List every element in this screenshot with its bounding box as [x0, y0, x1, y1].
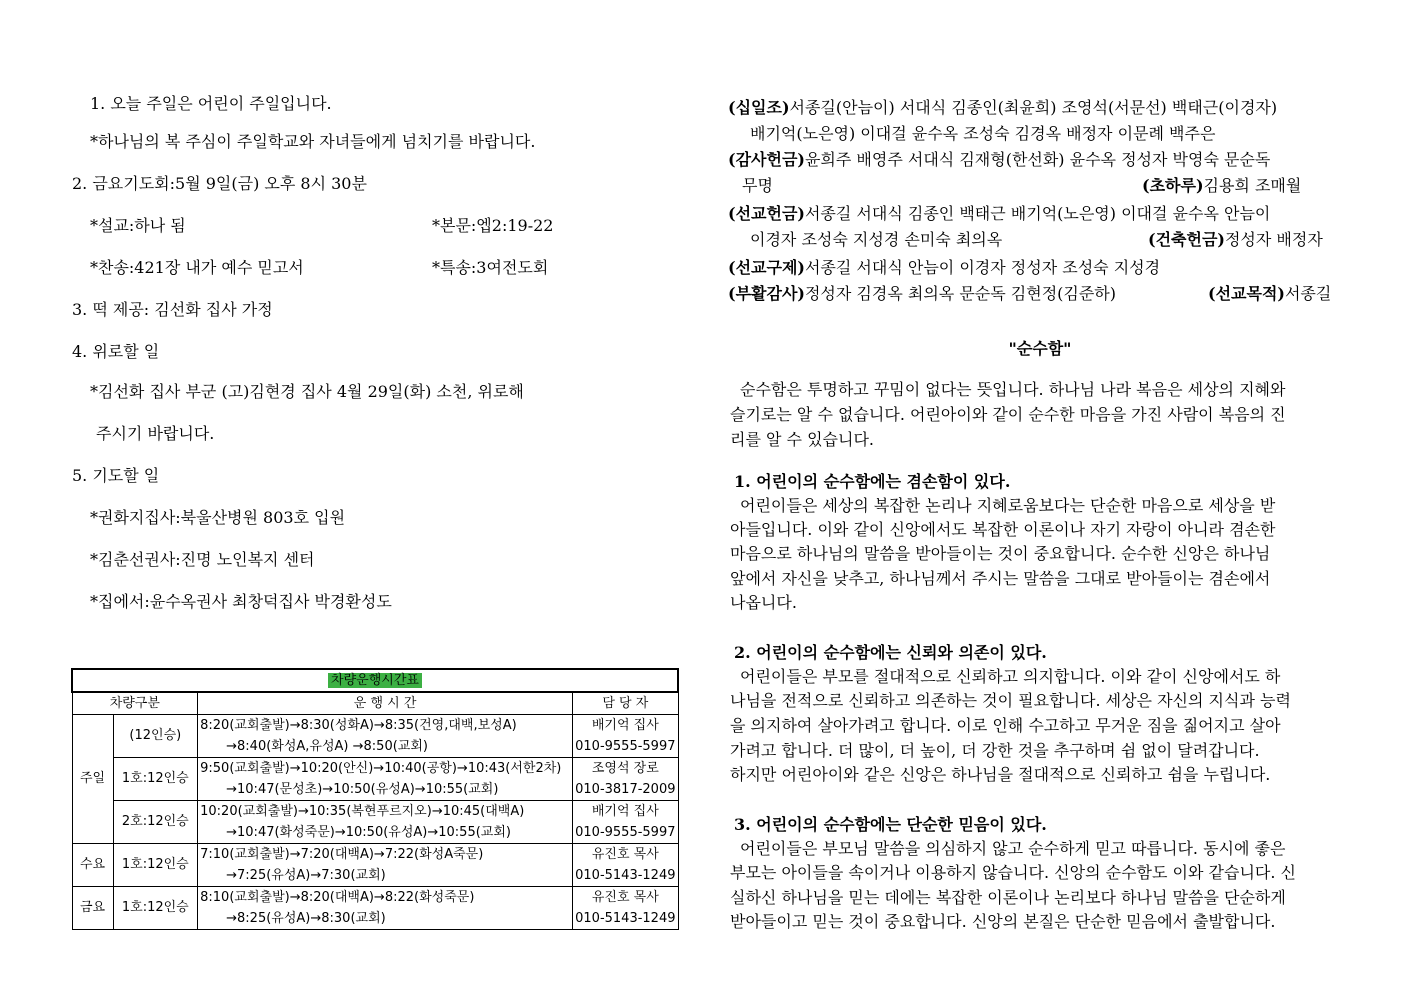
essay-paragraph-line: 어린이들은 부모님 말씀을 의심하지 않고 순수하게 믿고 따릅니다. 동시에 좋은: [740, 839, 1286, 858]
table-row: [72, 887, 678, 909]
essay-paragraph-line: 을 의지하여 살아가려고 합니다. 이로 인해 수고하고 무거운 짐을 짊어지고 살아: [730, 716, 1281, 735]
table-header-row: [72, 692, 678, 715]
person-cell: 유진호 목사: [573, 887, 678, 909]
route-cell: 9:50(교회출발)→10:20(안신)→10:40(공항)→10:43(서한2차): [198, 758, 573, 780]
route-cell: →10:47(문성초)→10:50(유성A)→10:55(교회): [198, 779, 573, 801]
offering-line: (감사헌금)윤희주 배영주 서대식 김재형(한선화) 윤수옥 정성자 박영숙 문순독: [728, 150, 1271, 169]
essay-paragraph-line: 나옵니다.: [730, 593, 797, 612]
phone-cell: 010-5143-1249: [573, 865, 678, 887]
condolence-line1: *김선화 집사 부군 (고)김현경 집사 4월 29일(화) 소천, 위로해: [90, 382, 524, 401]
table-row: [72, 844, 678, 866]
vehicle-cell: 1호:12인승: [113, 844, 198, 887]
header-time: 운 행 시 간: [198, 692, 573, 715]
essay-paragraph-line: 어린이들은 부모를 절대적으로 신뢰하고 의지합니다. 이와 같이 신앙에서도 하: [740, 667, 1281, 686]
condolence-line2: 주시기 바랍니다.: [96, 424, 215, 443]
essay-title: "순수함": [1008, 339, 1072, 358]
offering-line: 이경자 조성숙 지성경 손미숙 최의옥: [750, 230, 1003, 249]
prayer-item-3: *집에서:윤수옥권사 최창덕집사 박경환성도: [90, 592, 392, 611]
group-wednesday: 수요: [72, 844, 113, 887]
sermon-text: *본문:엡2:19-22: [432, 216, 554, 235]
person-cell: 배기억 집사: [573, 801, 678, 823]
essay-paragraph-line: 슬기로는 알 수 없습니다. 어린아이와 같이 순수한 마음을 가진 사람이 복음의 진: [730, 405, 1286, 424]
phone-cell: 010-9555-5997: [573, 822, 678, 844]
phone-cell: 010-9555-5997: [573, 736, 678, 758]
offering-line: (선교구제)서종길 서대식 안늠이 이경자 정성자 조성숙 지성경: [728, 258, 1161, 277]
essay-section: [730, 0, 1350, 992]
section-heading: 3. 어린이의 순수함에는 단순한 믿음이 있다.: [734, 815, 1047, 834]
essay-paragraph-line: 마음으로 하나님의 말씀을 받아들이는 것이 중요합니다. 순수한 신앙은 하나님: [730, 544, 1271, 563]
essay-paragraph-line: 가려고 합니다. 더 많이, 더 높이, 더 강한 것을 추구하며 쉼 없이 달려갑니다.: [730, 741, 1260, 760]
essay-paragraph-line: 순수함은 투명하고 꾸밈이 없다는 뜻입니다. 하나님 나라 복음은 세상의 지혜와: [740, 380, 1286, 399]
group-sunday: 주일: [72, 715, 113, 844]
route-cell: 10:20(교회출발)→10:35(복현푸르지오)→10:45(대백A): [198, 801, 573, 823]
route-cell: 8:20(교회출발)→8:30(성화A)→8:35(건영,대백,보성A): [198, 715, 573, 737]
route-cell: →8:25(유성A)→8:30(교회): [198, 908, 573, 930]
phone-cell: 010-5143-1249: [573, 908, 678, 930]
section-heading: 1. 어린이의 순수함에는 겸손함이 있다.: [734, 472, 1011, 491]
section-heading: 2. 어린이의 순수함에는 신뢰와 의존이 있다.: [734, 643, 1047, 662]
header-vehicle: 차량구분: [72, 692, 198, 715]
offering-line: (건축헌금)정성자 배정자: [1148, 230, 1323, 249]
notice-1: 1. 오늘 주일은 어린이 주일입니다.: [90, 94, 332, 113]
offering-line: (십일조)서종길(안늠이) 서대식 김종인(최윤희) 조영석(서문선) 백태근(이경자): [728, 98, 1278, 117]
essay-paragraph-line: 리를 알 수 있습니다.: [730, 430, 874, 449]
route-cell: →7:25(유성A)→7:30(교회): [198, 865, 573, 887]
essay-paragraph-line: 받아들이고 믿는 것이 중요합니다. 신앙의 본질은 단순한 믿음에서 출발합니다.: [730, 912, 1276, 931]
vehicle-cell: (12인승): [113, 715, 198, 758]
person-cell: 조영석 장로: [573, 758, 678, 780]
offering-line: (선교헌금)서종길 서대식 김종인 백태근 배기억(노은영) 이대걸 윤수옥 안늠이: [728, 204, 1271, 223]
notice-5: 5. 기도할 일: [72, 466, 160, 485]
essay-paragraph-line: 어린이들은 세상의 복잡한 논리나 지혜로움보다는 단순한 마음으로 세상을 받: [740, 496, 1276, 515]
offering-line: 배기억(노은영) 이대걸 윤수옥 조성숙 김경옥 배정자 이문례 백주은: [750, 124, 1216, 143]
hymn: *찬송:421장 내가 예수 믿고서: [90, 258, 304, 277]
essay-paragraph-line: 앞에서 자신을 낮추고, 하나님께서 주시는 말씀을 그대로 받아들이는 겸손에서: [730, 569, 1271, 588]
essay-paragraph-line: 하지만 어린아이와 같은 신앙은 하나님을 절대적으로 신뢰하고 쉼을 누립니다.: [730, 765, 1271, 784]
route-cell: →10:47(화성죽문)→10:50(유성A)→10:55(교회): [198, 822, 573, 844]
route-cell: 7:10(교회출발)→7:20(대백A)→7:22(화성A죽문): [198, 844, 573, 866]
vehicle-cell: 1호:12인승: [113, 887, 198, 930]
essay-paragraph-line: 아들입니다. 이와 같이 신앙에서도 복잡한 이론이나 자기 자랑이 아니라 겸손한: [730, 520, 1276, 539]
offering-line: 무명: [742, 176, 773, 195]
vehicle-cell: 1호:12인승: [113, 758, 198, 801]
vehicle-schedule-table: [71, 668, 679, 930]
offering-line: (부활감사)정성자 김경옥 최의옥 문순독 김현정(김준하): [728, 284, 1117, 303]
sermon-title: *설교:하나 됨: [90, 216, 186, 235]
special-song: *특송:3여전도회: [432, 258, 549, 277]
header-person: 담 당 자: [573, 692, 678, 715]
notice-2: 2. 금요기도회:5월 9일(금) 오후 8시 30분: [72, 174, 367, 193]
table-caption: 차량운행시간표: [72, 669, 678, 692]
person-cell: 유진호 목사: [573, 844, 678, 866]
table-row: [72, 715, 678, 737]
notice-1-detail: *하나님의 복 주심이 주일학교와 자녀들에게 넘치기를 바랍니다.: [90, 132, 536, 151]
notice-4: 4. 위로할 일: [72, 342, 160, 361]
offering-line: (선교목적)서종길: [1208, 284, 1332, 303]
table-row: [72, 758, 678, 780]
prayer-item-2: *김춘선권사:진명 노인복지 센터: [90, 550, 315, 569]
vehicle-cell: 2호:12인승: [113, 801, 198, 844]
person-cell: 배기억 집사: [573, 715, 678, 737]
route-cell: →8:40(화성A,유성A) →8:50(교회): [198, 736, 573, 758]
group-friday: 금요: [72, 887, 113, 930]
essay-paragraph-line: 나님을 전적으로 신뢰하고 의존하는 것이 필요합니다. 세상은 자신의 지식과 능력: [730, 691, 1291, 710]
essay-paragraph-line: 부모는 아이들을 속이거나 이용하지 않습니다. 신앙의 순수함도 이와 같습니다. 신: [730, 863, 1296, 882]
route-cell: 8:10(교회출발)→8:20(대백A)→8:22(화성죽문): [198, 887, 573, 909]
offering-line: (초하루)김용희 조매월: [1142, 176, 1302, 195]
phone-cell: 010-3817-2009: [573, 779, 678, 801]
essay-paragraph-line: 실하신 하나님을 믿는 데에는 복잡한 이론이나 논리보다 하나님 말씀을 단순하게: [730, 888, 1286, 907]
prayer-item-1: *권화지집사:북울산병원 803호 입원: [90, 508, 346, 527]
table-row: [72, 801, 678, 823]
notice-3: 3. 떡 제공: 김선화 집사 가정: [72, 300, 273, 319]
